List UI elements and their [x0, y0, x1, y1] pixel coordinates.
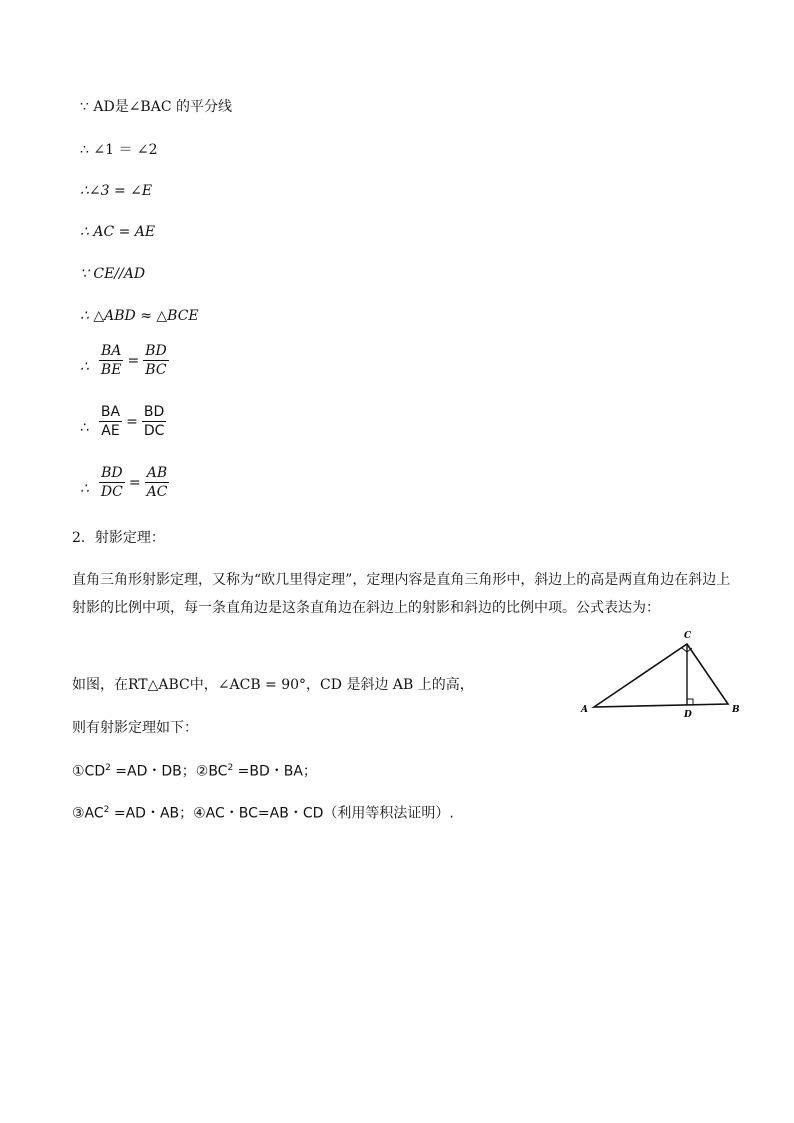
theorem-lead: 则有射影定理如下：: [72, 720, 198, 736]
denominator: BC: [145, 362, 167, 378]
proof-line-1: ∵ AD是∠BAC 的平分线: [80, 99, 232, 115]
superscript: 2: [105, 763, 111, 773]
numerator: BD: [101, 465, 123, 481]
numerator: BD: [145, 343, 167, 359]
formula-part: ①CD: [72, 763, 106, 780]
fraction-line-2: [80, 403, 168, 440]
equals: =: [126, 413, 138, 430]
proof-line-5: ∵ CE//AD: [80, 266, 146, 282]
fraction-line-3: [80, 464, 171, 501]
denominator: AE: [101, 423, 120, 439]
label-c: C: [684, 631, 692, 641]
fraction: [142, 403, 167, 440]
denominator: AC: [146, 484, 168, 500]
proof-line-2: ∴ ∠1 ＝ ∠2: [80, 142, 158, 158]
label-a: A: [581, 705, 588, 715]
therefore-symbol: ∴: [80, 419, 89, 436]
denominator: BE: [100, 362, 122, 378]
formula-line-1: [72, 758, 317, 782]
formula-part: =AD・DB；②BC: [110, 763, 228, 780]
fraction: [99, 342, 124, 379]
superscript: 2: [227, 763, 234, 773]
fraction: [99, 464, 125, 501]
proof-line-6: ∴ △ABD ≈ △BCE: [80, 308, 199, 324]
superscript: 2: [103, 805, 110, 815]
formula-part: =AD・AB；④AC・BC=AB・CD（利用等积法证明）.: [109, 805, 454, 822]
label-b: B: [732, 705, 740, 715]
equals: =: [127, 352, 140, 369]
theorem-description: 直角三角形射影定理，又称为“欧几里得定理”，定理内容是直角三角形中，斜边上的高是两直角边在斜边上射影的比例中项，每一条直角边是这条直角边在斜边上的射影和斜边的比例中项。公式表达为：: [72, 572, 731, 616]
numerator: AB: [146, 465, 168, 481]
therefore-symbol: ∴: [80, 358, 89, 375]
therefore-symbol: ∴: [80, 480, 89, 497]
fraction: [145, 464, 170, 501]
denominator: DC: [143, 423, 165, 439]
formula-part: =BD・BA；: [233, 763, 317, 780]
fraction: [99, 403, 122, 440]
fraction-line-1: [80, 342, 171, 379]
formula-part: ③AC: [72, 805, 104, 822]
numerator: BD: [143, 404, 165, 420]
proof-line-3: ∴∠3 = ∠E: [80, 183, 153, 199]
label-d: D: [684, 710, 692, 720]
section-heading: 2．射影定理：: [72, 530, 165, 546]
formula-line-2: [72, 800, 454, 824]
triangle-abc: [594, 644, 728, 707]
fraction: [143, 342, 169, 379]
numerator: BA: [100, 404, 121, 420]
proof-line-4: ∴ AC = AE: [80, 224, 156, 240]
equals: =: [128, 474, 141, 491]
denominator: DC: [100, 484, 123, 500]
numerator: BA: [100, 343, 122, 359]
right-triangle-figure: [578, 628, 748, 722]
figure-intro: 如图，在RT△ABC中，∠ACB = 90°，CD 是斜边 AB 上的高，: [72, 677, 474, 693]
